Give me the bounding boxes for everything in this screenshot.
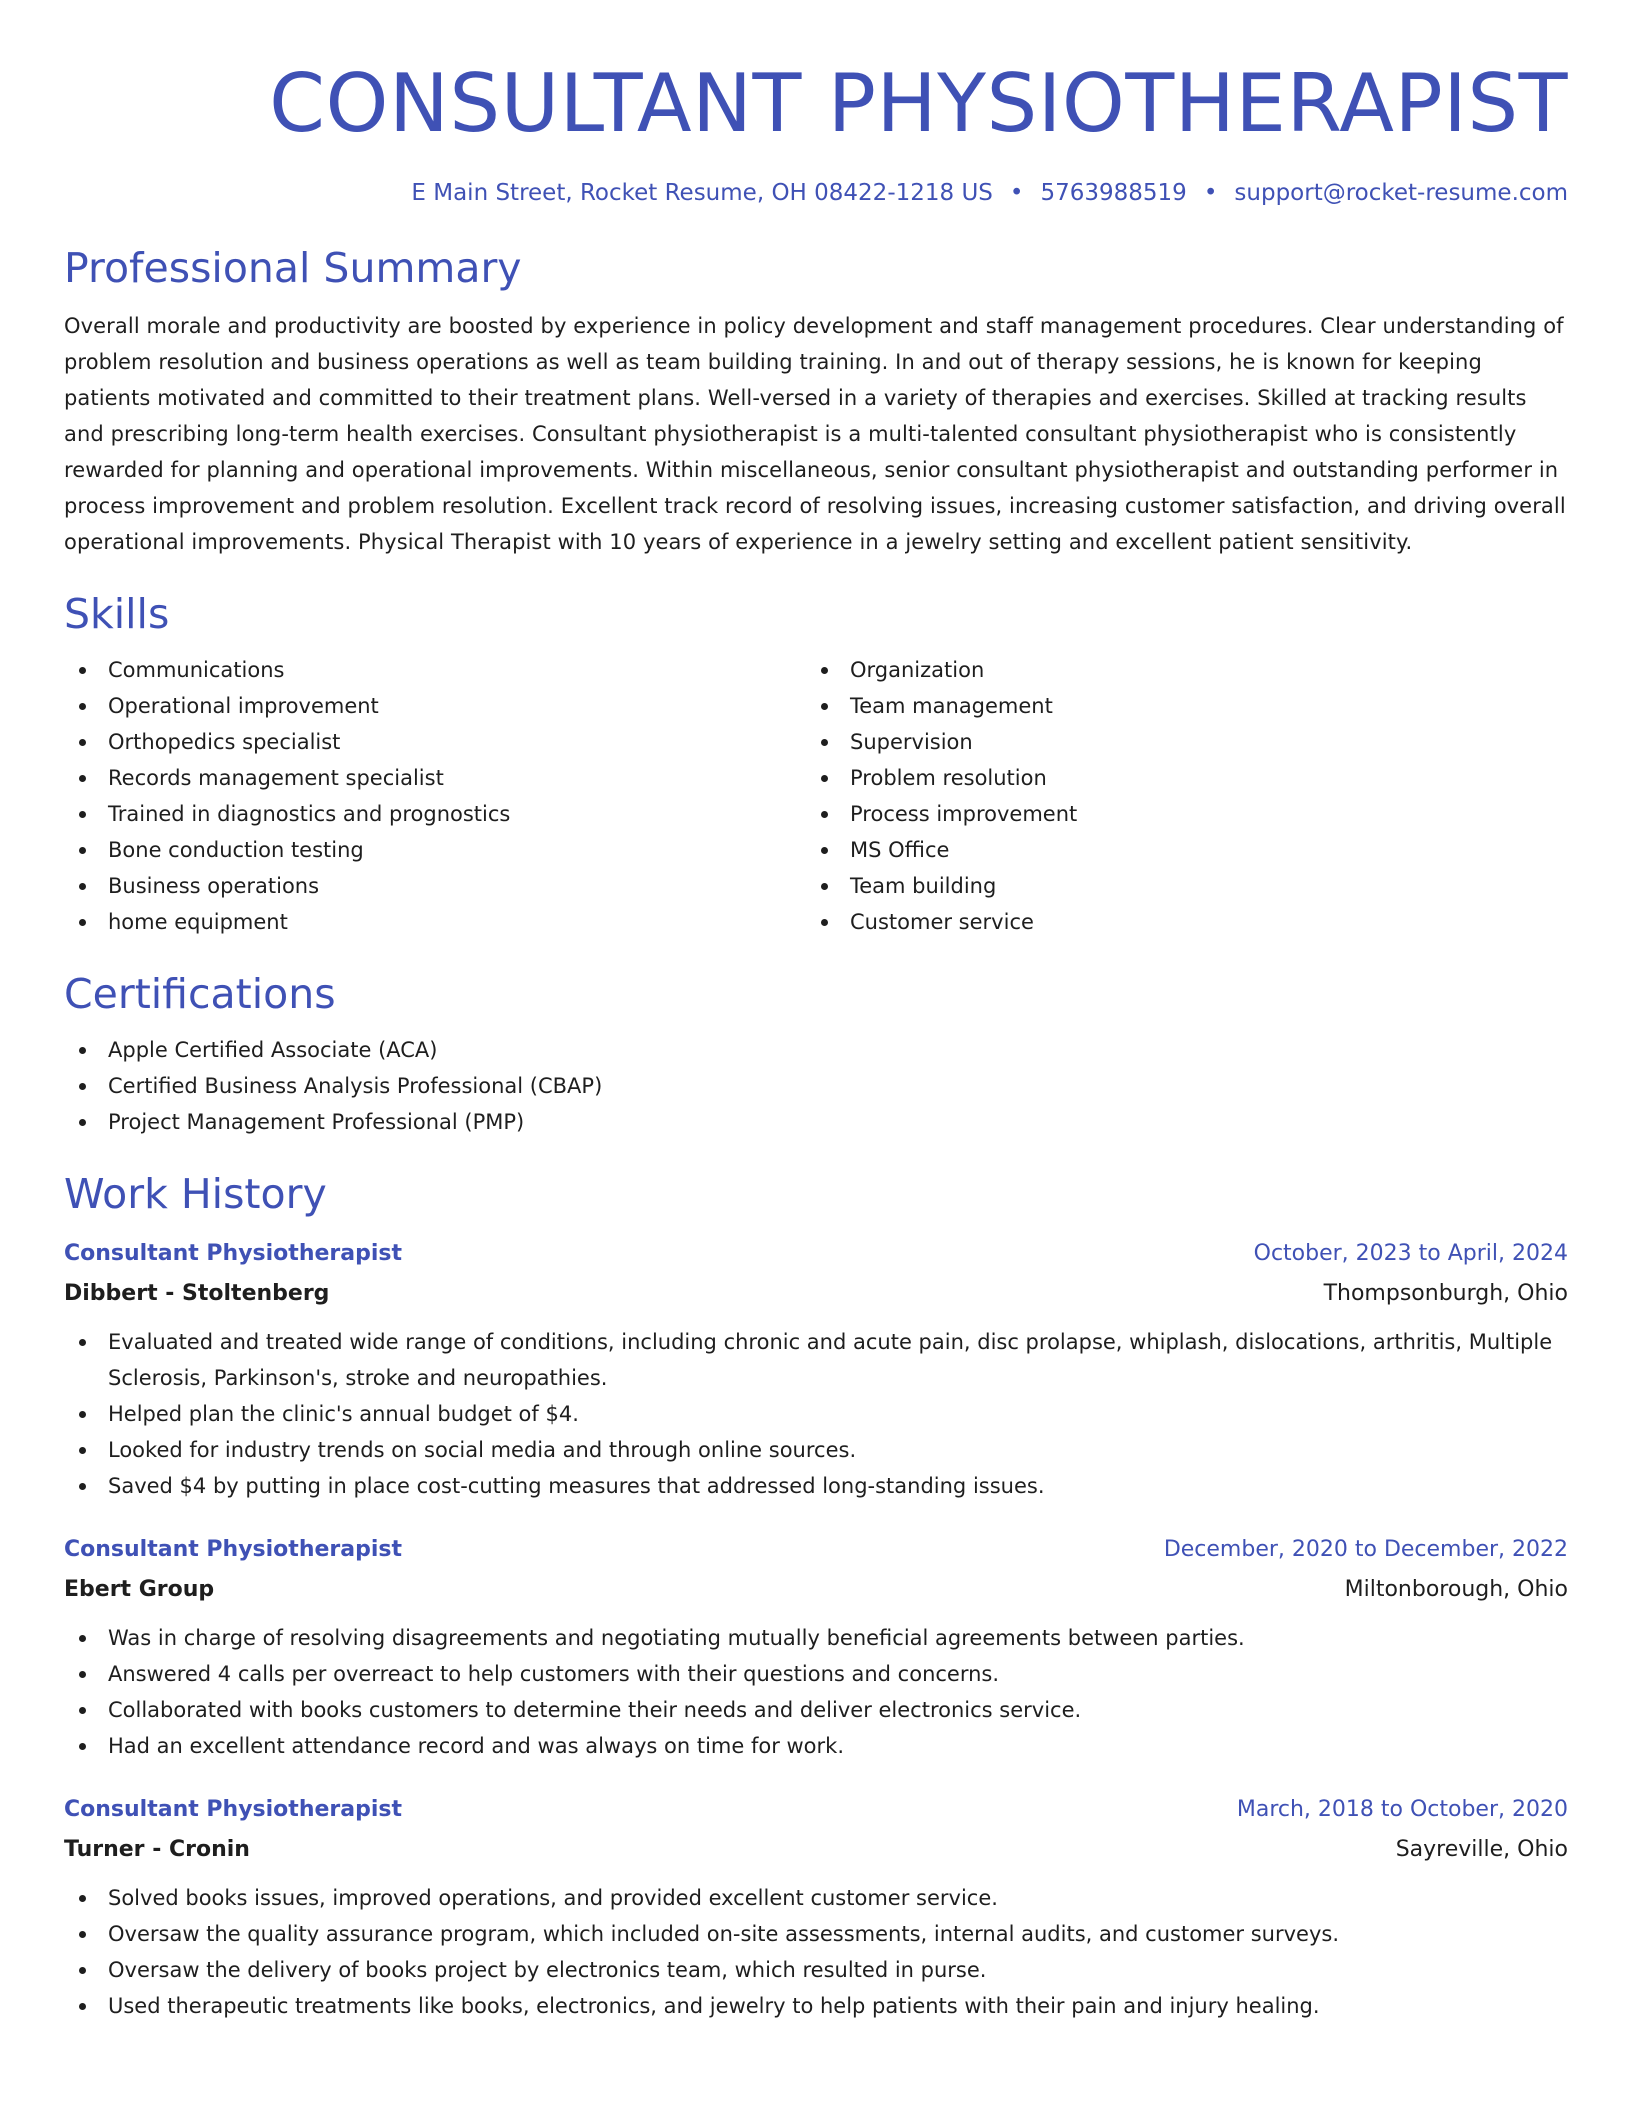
job-entry	[64, 1234, 1568, 1504]
job-bullet: Helped plan the clinic's annual budget of $4.	[64, 1396, 1568, 1432]
job-bullet: Solved books issues, improved operations, and provided excellent customer service.	[64, 1880, 1568, 1916]
skill-item: Communications	[64, 652, 806, 688]
job-bullet: Answered 4 calls per overreact to help customers with their questions and concerns.	[64, 1656, 1568, 1692]
contact-address: E Main Street, Rocket Resume, OH 08422-1218 US	[411, 180, 993, 206]
job-bullet: Saved $4 by putting in place cost-cutting measures that addressed long-standing issues.	[64, 1468, 1568, 1504]
resume-name: CONSULTANT PHYSIOTHERAPIST	[269, 57, 1568, 150]
certification-item: Certified Business Analysis Professional (CBAP)	[64, 1068, 1568, 1104]
certification-item: Apple Certified Associate (ACA)	[64, 1032, 1568, 1068]
skill-item: home equipment	[64, 904, 806, 940]
skill-item: Supervision	[806, 724, 1548, 760]
job-company: Turner - Cronin	[64, 1837, 250, 1862]
skill-item: MS Office	[806, 832, 1548, 868]
contact-separator: •	[1009, 180, 1024, 206]
contact-phone: 5763988519	[1040, 180, 1187, 206]
skill-item: Organization	[806, 652, 1548, 688]
job-title-row	[64, 1530, 1568, 1570]
job-title: Consultant Physiotherapist	[64, 1241, 402, 1266]
summary-heading: Professional Summary	[64, 244, 522, 292]
job-bullet: Was in charge of resolving disagreements and negotiating mutually beneficial agreements between parties.	[64, 1620, 1568, 1656]
skills-columns	[64, 652, 1568, 940]
certifications-list	[64, 1032, 1568, 1140]
skill-item: Customer service	[806, 904, 1548, 940]
skill-item: Problem resolution	[806, 760, 1548, 796]
job-dates: October, 2023 to April, 2024	[1253, 1241, 1568, 1266]
skill-item: Orthopedics specialist	[64, 724, 806, 760]
job-dates: March, 2018 to October, 2020	[1236, 1797, 1568, 1822]
job-company-row	[64, 1274, 1568, 1314]
skill-item: Operational improvement	[64, 688, 806, 724]
job-title-row	[64, 1234, 1568, 1274]
job-location: Sayreville, Ohio	[1395, 1837, 1568, 1862]
skill-item: Team building	[806, 868, 1548, 904]
skill-item: Team management	[806, 688, 1548, 724]
job-bullets	[64, 1324, 1568, 1504]
skill-item: Trained in diagnostics and prognostics	[64, 796, 806, 832]
skills-heading: Skills	[64, 590, 170, 638]
job-title: Consultant Physiotherapist	[64, 1537, 402, 1562]
job-bullet: Oversaw the delivery of books project by electronics team, which resulted in purse.	[64, 1952, 1568, 1988]
skill-item: Process improvement	[806, 796, 1548, 832]
job-title: Consultant Physiotherapist	[64, 1797, 402, 1822]
job-entry	[64, 1790, 1568, 2024]
contact-email[interactable]: support@rocket-resume.com	[1234, 180, 1568, 206]
job-dates: December, 2020 to December, 2022	[1163, 1537, 1568, 1562]
job-company: Ebert Group	[64, 1577, 215, 1602]
contact-line	[64, 178, 1568, 208]
job-location: Miltonborough, Ohio	[1344, 1577, 1568, 1602]
job-title-row	[64, 1790, 1568, 1830]
certification-item: Project Management Professional (PMP)	[64, 1104, 1568, 1140]
contact-separator: •	[1203, 180, 1218, 206]
work-history-heading: Work History	[64, 1170, 327, 1218]
summary-text: Overall morale and productivity are boosted by experience in policy development and staff management procedures. Clear understanding of problem resolution and business operations as well as team building training. In and out of therapy sessions, he is known for keeping patients motivated and committed to their treatment plans. Well-versed in a variety of therapies and exercises. Skilled at tracking results and prescribing long-term health exercises. Consultant physiotherapist is a multi-talented consultant physiotherapist who is consistently rewarded for planning and operational improvements. Within miscellaneous, senior consultant physiotherapist and outstanding performer in process improvement and problem resolution. Excellent track record of resolving issues, increasing customer satisfaction, and driving overall operational improvements. Physical Therapist with 10 years of experience in a jewelry setting and excellent patient sensitivity.	[64, 314, 1566, 554]
job-bullet: Used therapeutic treatments like books, electronics, and jewelry to help patients with their pain and injury healing.	[64, 1988, 1568, 2024]
job-location: Thompsonburgh, Ohio	[1323, 1281, 1568, 1306]
job-company-row	[64, 1570, 1568, 1610]
skill-item: Business operations	[64, 868, 806, 904]
job-bullet: Had an excellent attendance record and was always on time for work.	[64, 1728, 1568, 1764]
skills-list-left	[64, 652, 806, 940]
job-company: Dibbert - Stoltenberg	[64, 1281, 330, 1306]
certifications-heading: Certifications	[64, 970, 336, 1018]
skills-list-right	[806, 652, 1548, 940]
job-bullets	[64, 1620, 1568, 1764]
job-bullet: Evaluated and treated wide range of conditions, including chronic and acute pain, disc prolapse, whiplash, dislocations, arthritis, Multiple Sclerosis, Parkinson's, stroke and neuropathies.	[64, 1324, 1568, 1396]
job-entry	[64, 1530, 1568, 1764]
skill-item: Bone conduction testing	[64, 832, 806, 868]
job-company-row	[64, 1830, 1568, 1870]
job-bullet: Looked for industry trends on social media and through online sources.	[64, 1432, 1568, 1468]
job-bullets	[64, 1880, 1568, 2024]
job-bullet: Oversaw the quality assurance program, which included on-site assessments, internal audits, and customer surveys.	[64, 1916, 1568, 1952]
job-bullet: Collaborated with books customers to determine their needs and deliver electronics service.	[64, 1692, 1568, 1728]
resume-page	[64, 0, 1568, 2024]
skill-item: Records management specialist	[64, 760, 806, 796]
